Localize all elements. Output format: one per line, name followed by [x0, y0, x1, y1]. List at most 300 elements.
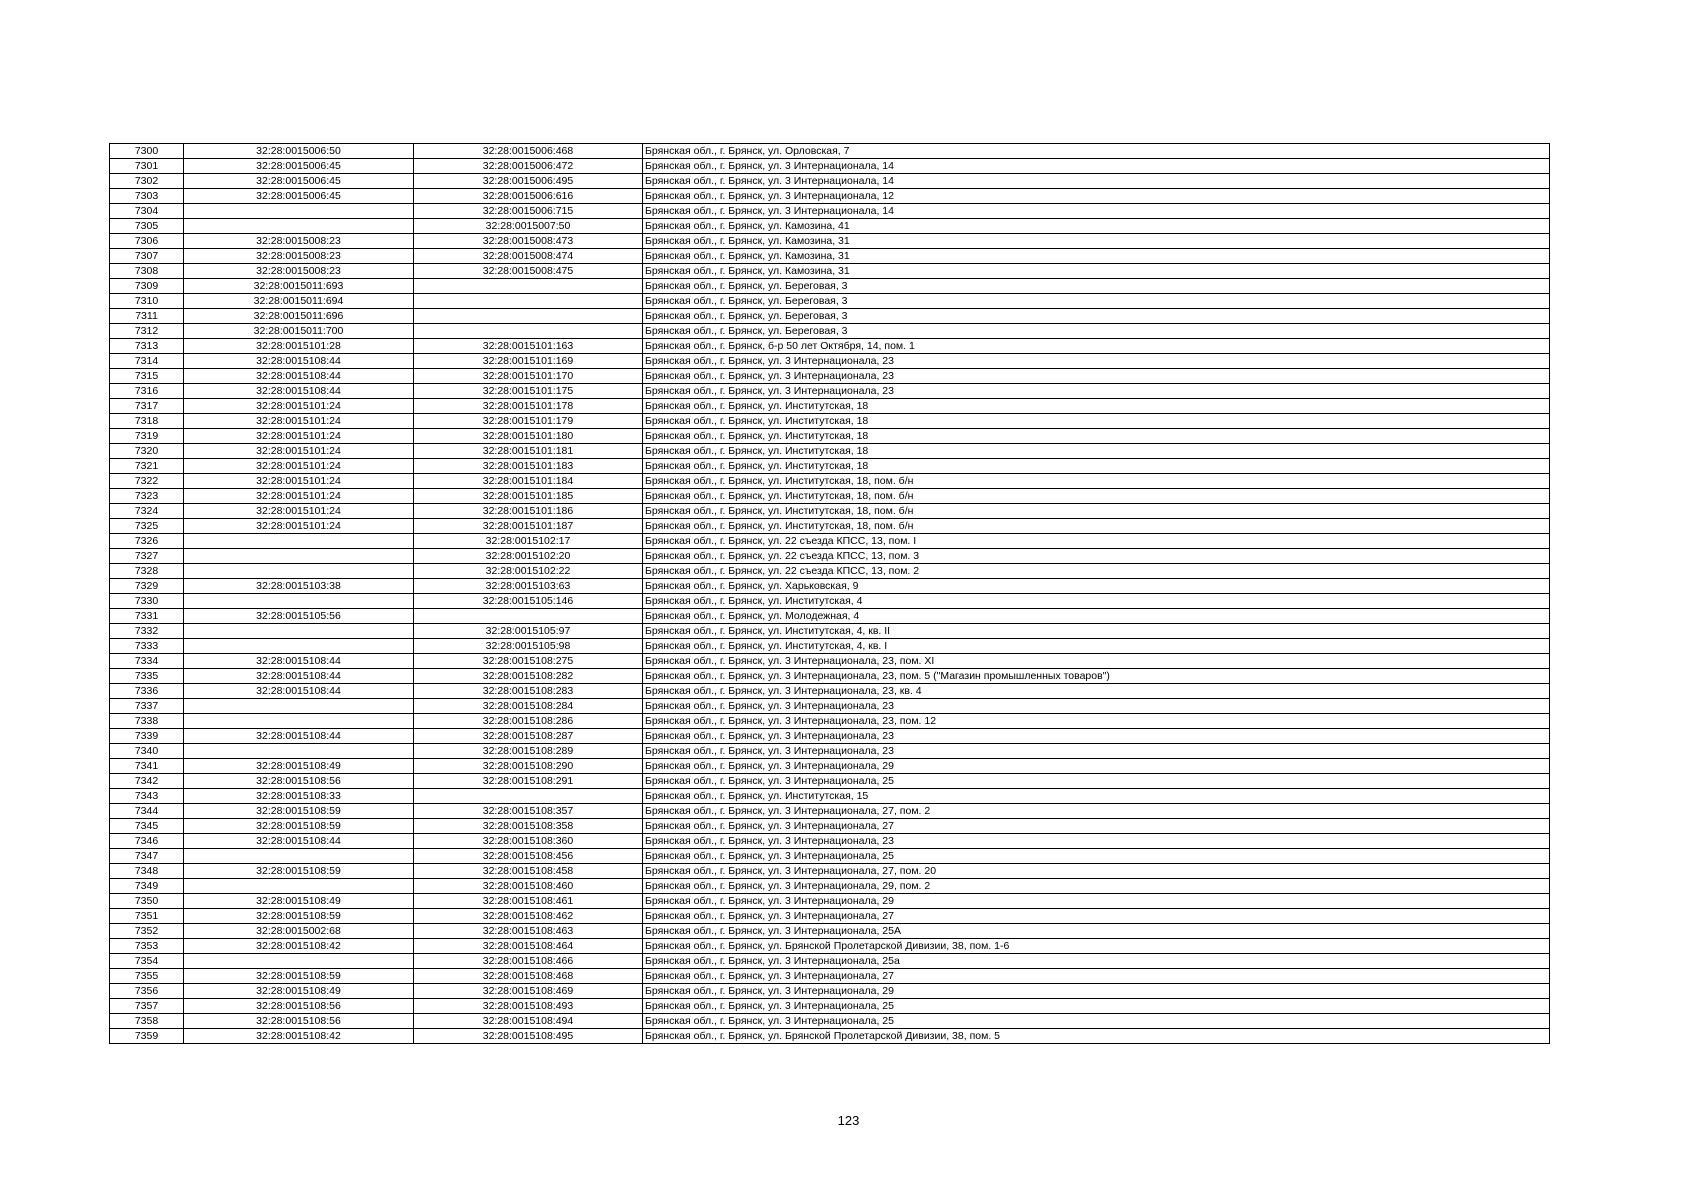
address-cell: Брянская обл., г. Брянск, ул. Камозина, 31	[643, 249, 1550, 264]
row-number-cell: 7334	[110, 654, 184, 669]
parent-cadastral-number-cell: 32:28:0015011:694	[184, 294, 414, 309]
address-cell: Брянская обл., г. Брянск, ул. Институтская, 18, пом. б/н	[643, 474, 1550, 489]
address-cell: Брянская обл., г. Брянск, ул. 3 Интернационала, 25	[643, 1014, 1550, 1029]
parent-cadastral-number-cell: 32:28:0015108:56	[184, 774, 414, 789]
row-number-cell: 7338	[110, 714, 184, 729]
address-cell: Брянская обл., г. Брянск, ул. 3 Интернационала, 14	[643, 204, 1550, 219]
table-row	[110, 519, 1550, 534]
row-number-cell: 7349	[110, 879, 184, 894]
table-row	[110, 834, 1550, 849]
address-cell: Брянская обл., г. Брянск, ул. Институтская, 18, пом. б/н	[643, 519, 1550, 534]
address-cell: Брянская обл., г. Брянск, ул. 3 Интернационала, 29, пом. 2	[643, 879, 1550, 894]
address-cell: Брянская обл., г. Брянск, ул. Береговая, 3	[643, 294, 1550, 309]
cadastral-number-cell: 32:28:0015102:17	[414, 534, 643, 549]
cadastral-number-cell: 32:28:0015108:493	[414, 999, 643, 1014]
row-number-cell: 7339	[110, 729, 184, 744]
cadastral-number-cell: 32:28:0015101:186	[414, 504, 643, 519]
parent-cadastral-number-cell	[184, 714, 414, 729]
cadastral-number-cell: 32:28:0015108:358	[414, 819, 643, 834]
row-number-cell: 7316	[110, 384, 184, 399]
parent-cadastral-number-cell: 32:28:0015101:24	[184, 519, 414, 534]
address-cell: Брянская обл., г. Брянск, ул. Береговая, 3	[643, 324, 1550, 339]
address-cell: Брянская обл., г. Брянск, ул. Институтская, 4	[643, 594, 1550, 609]
row-number-cell: 7359	[110, 1029, 184, 1044]
row-number-cell: 7301	[110, 159, 184, 174]
parent-cadastral-number-cell	[184, 564, 414, 579]
cadastral-number-cell: 32:28:0015108:283	[414, 684, 643, 699]
table-row	[110, 324, 1550, 339]
address-cell: Брянская обл., г. Брянск, ул. 3 Интернационала, 25	[643, 999, 1550, 1014]
parent-cadastral-number-cell: 32:28:0015108:44	[184, 384, 414, 399]
cadastral-number-cell: 32:28:0015108:286	[414, 714, 643, 729]
table-row	[110, 234, 1550, 249]
address-cell: Брянская обл., г. Брянск, ул. Институтская, 4, кв. I	[643, 639, 1550, 654]
address-cell: Брянская обл., г. Брянск, ул. Орловская, 7	[643, 144, 1550, 159]
parent-cadastral-number-cell	[184, 204, 414, 219]
parent-cadastral-number-cell: 32:28:0015108:44	[184, 684, 414, 699]
address-cell: Брянская обл., г. Брянск, ул. 3 Интернационала, 27	[643, 909, 1550, 924]
table-row	[110, 339, 1550, 354]
parent-cadastral-number-cell: 32:28:0015101:24	[184, 504, 414, 519]
cadastral-number-cell: 32:28:0015108:287	[414, 729, 643, 744]
parent-cadastral-number-cell: 32:28:0015006:50	[184, 144, 414, 159]
table-row	[110, 249, 1550, 264]
address-cell: Брянская обл., г. Брянск, ул. 3 Интернационала, 25а	[643, 954, 1550, 969]
table-row	[110, 504, 1550, 519]
parent-cadastral-number-cell: 32:28:0015108:56	[184, 999, 414, 1014]
address-cell: Брянская обл., г. Брянск, ул. 3 Интернационала, 12	[643, 189, 1550, 204]
address-cell: Брянская обл., г. Брянск, ул. 3 Интернационала, 23	[643, 744, 1550, 759]
table-row	[110, 579, 1550, 594]
address-cell: Брянская обл., г. Брянск, ул. Молодежная, 4	[643, 609, 1550, 624]
row-number-cell: 7346	[110, 834, 184, 849]
table-row	[110, 744, 1550, 759]
row-number-cell: 7354	[110, 954, 184, 969]
address-cell: Брянская обл., г. Брянск, ул. 22 съезда КПСС, 13, пом. I	[643, 534, 1550, 549]
cadastral-table	[109, 143, 1550, 1044]
table-row	[110, 474, 1550, 489]
address-cell: Брянская обл., г. Брянск, ул. Брянской Пролетарской Дивизии, 38, пом. 1-6	[643, 939, 1550, 954]
row-number-cell: 7306	[110, 234, 184, 249]
table-row	[110, 444, 1550, 459]
table-row	[110, 534, 1550, 549]
cadastral-number-cell: 32:28:0015108:464	[414, 939, 643, 954]
address-cell: Брянская обл., г. Брянск, ул. Брянской Пролетарской Дивизии, 38, пом. 5	[643, 1029, 1550, 1044]
cadastral-number-cell: 32:28:0015108:463	[414, 924, 643, 939]
parent-cadastral-number-cell	[184, 594, 414, 609]
parent-cadastral-number-cell: 32:28:0015108:49	[184, 759, 414, 774]
parent-cadastral-number-cell: 32:28:0015108:44	[184, 369, 414, 384]
cadastral-number-cell: 32:28:0015006:472	[414, 159, 643, 174]
row-number-cell: 7328	[110, 564, 184, 579]
row-number-cell: 7333	[110, 639, 184, 654]
row-number-cell: 7326	[110, 534, 184, 549]
row-number-cell: 7330	[110, 594, 184, 609]
address-cell: Брянская обл., г. Брянск, ул. Камозина, 41	[643, 219, 1550, 234]
table-row	[110, 189, 1550, 204]
address-cell: Брянская обл., г. Брянск, ул. 3 Интернационала, 25	[643, 849, 1550, 864]
parent-cadastral-number-cell	[184, 879, 414, 894]
table-row	[110, 774, 1550, 789]
row-number-cell: 7308	[110, 264, 184, 279]
address-cell: Брянская обл., г. Брянск, ул. 3 Интернационала, 23	[643, 354, 1550, 369]
parent-cadastral-number-cell: 32:28:0015108:33	[184, 789, 414, 804]
address-cell: Брянская обл., г. Брянск, ул. 3 Интернационала, 23	[643, 834, 1550, 849]
table-row	[110, 294, 1550, 309]
cadastral-number-cell: 32:28:0015108:460	[414, 879, 643, 894]
row-number-cell: 7357	[110, 999, 184, 1014]
row-number-cell: 7336	[110, 684, 184, 699]
row-number-cell: 7343	[110, 789, 184, 804]
row-number-cell: 7325	[110, 519, 184, 534]
cadastral-number-cell: 32:28:0015108:357	[414, 804, 643, 819]
cadastral-number-cell: 32:28:0015105:98	[414, 639, 643, 654]
parent-cadastral-number-cell: 32:28:0015101:24	[184, 399, 414, 414]
address-cell: Брянская обл., г. Брянск, ул. 3 Интернационала, 23, пом. XI	[643, 654, 1550, 669]
table-row	[110, 984, 1550, 999]
parent-cadastral-number-cell: 32:28:0015101:24	[184, 489, 414, 504]
table-row	[110, 849, 1550, 864]
row-number-cell: 7356	[110, 984, 184, 999]
table-row	[110, 549, 1550, 564]
table-row	[110, 669, 1550, 684]
address-cell: Брянская обл., г. Брянск, ул. Институтская, 18	[643, 429, 1550, 444]
parent-cadastral-number-cell: 32:28:0015002:68	[184, 924, 414, 939]
table-row	[110, 729, 1550, 744]
row-number-cell: 7324	[110, 504, 184, 519]
table-row	[110, 594, 1550, 609]
cadastral-number-cell: 32:28:0015105:97	[414, 624, 643, 639]
table-row	[110, 144, 1550, 159]
parent-cadastral-number-cell: 32:28:0015108:49	[184, 984, 414, 999]
row-number-cell: 7355	[110, 969, 184, 984]
table-row	[110, 459, 1550, 474]
table-row	[110, 219, 1550, 234]
cadastral-number-cell	[414, 609, 643, 624]
address-cell: Брянская обл., г. Брянск, ул. Институтская, 15	[643, 789, 1550, 804]
parent-cadastral-number-cell: 32:28:0015008:23	[184, 249, 414, 264]
cadastral-number-cell: 32:28:0015101:163	[414, 339, 643, 354]
cadastral-number-cell	[414, 789, 643, 804]
parent-cadastral-number-cell: 32:28:0015008:23	[184, 264, 414, 279]
cadastral-number-cell: 32:28:0015105:146	[414, 594, 643, 609]
parent-cadastral-number-cell: 32:28:0015108:44	[184, 354, 414, 369]
parent-cadastral-number-cell: 32:28:0015108:59	[184, 969, 414, 984]
address-cell: Брянская обл., г. Брянск, ул. 22 съезда КПСС, 13, пом. 2	[643, 564, 1550, 579]
row-number-cell: 7315	[110, 369, 184, 384]
parent-cadastral-number-cell: 32:28:0015101:24	[184, 459, 414, 474]
cadastral-number-cell: 32:28:0015108:291	[414, 774, 643, 789]
row-number-cell: 7307	[110, 249, 184, 264]
address-cell: Брянская обл., г. Брянск, ул. Камозина, 31	[643, 264, 1550, 279]
address-cell: Брянская обл., г. Брянск, ул. Камозина, 31	[643, 234, 1550, 249]
table-row	[110, 714, 1550, 729]
parent-cadastral-number-cell: 32:28:0015108:44	[184, 834, 414, 849]
row-number-cell: 7341	[110, 759, 184, 774]
parent-cadastral-number-cell: 32:28:0015103:38	[184, 579, 414, 594]
table-row	[110, 159, 1550, 174]
address-cell: Брянская обл., г. Брянск, ул. 3 Интернационала, 14	[643, 174, 1550, 189]
cadastral-number-cell: 32:28:0015108:290	[414, 759, 643, 774]
parent-cadastral-number-cell: 32:28:0015006:45	[184, 189, 414, 204]
row-number-cell: 7351	[110, 909, 184, 924]
parent-cadastral-number-cell	[184, 744, 414, 759]
cadastral-number-cell: 32:28:0015108:282	[414, 669, 643, 684]
address-cell: Брянская обл., г. Брянск, ул. 3 Интернационала, 27	[643, 969, 1550, 984]
table-row	[110, 879, 1550, 894]
cadastral-number-cell: 32:28:0015101:187	[414, 519, 643, 534]
parent-cadastral-number-cell	[184, 849, 414, 864]
table-row	[110, 654, 1550, 669]
cadastral-number-cell: 32:28:0015102:20	[414, 549, 643, 564]
parent-cadastral-number-cell	[184, 699, 414, 714]
address-cell: Брянская обл., г. Брянск, ул. 3 Интернационала, 27, пом. 20	[643, 864, 1550, 879]
parent-cadastral-number-cell: 32:28:0015108:59	[184, 909, 414, 924]
table-row	[110, 489, 1550, 504]
table-row	[110, 174, 1550, 189]
cadastral-number-cell: 32:28:0015108:468	[414, 969, 643, 984]
cadastral-number-cell: 32:28:0015101:183	[414, 459, 643, 474]
cadastral-number-cell: 32:28:0015108:458	[414, 864, 643, 879]
table-row	[110, 699, 1550, 714]
table-row	[110, 1029, 1550, 1044]
row-number-cell: 7320	[110, 444, 184, 459]
address-cell: Брянская обл., г. Брянск, ул. Харьковская, 9	[643, 579, 1550, 594]
table-row	[110, 684, 1550, 699]
cadastral-number-cell	[414, 324, 643, 339]
cadastral-number-cell: 32:28:0015108:456	[414, 849, 643, 864]
row-number-cell: 7329	[110, 579, 184, 594]
address-cell: Брянская обл., г. Брянск, б-р 50 лет Октября, 14, пом. 1	[643, 339, 1550, 354]
parent-cadastral-number-cell: 32:28:0015108:49	[184, 894, 414, 909]
row-number-cell: 7313	[110, 339, 184, 354]
parent-cadastral-number-cell: 32:28:0015011:693	[184, 279, 414, 294]
address-cell: Брянская обл., г. Брянск, ул. 3 Интернационала, 23	[643, 729, 1550, 744]
cadastral-number-cell: 32:28:0015006:616	[414, 189, 643, 204]
row-number-cell: 7352	[110, 924, 184, 939]
table-row	[110, 369, 1550, 384]
row-number-cell: 7340	[110, 744, 184, 759]
cadastral-number-cell: 32:28:0015101:170	[414, 369, 643, 384]
cadastral-number-cell: 32:28:0015101:169	[414, 354, 643, 369]
address-cell: Брянская обл., г. Брянск, ул. 3 Интернационала, 23	[643, 699, 1550, 714]
parent-cadastral-number-cell: 32:28:0015101:28	[184, 339, 414, 354]
address-cell: Брянская обл., г. Брянск, ул. 3 Интернационала, 25	[643, 774, 1550, 789]
table-row	[110, 309, 1550, 324]
parent-cadastral-number-cell	[184, 624, 414, 639]
table-row	[110, 399, 1550, 414]
address-cell: Брянская обл., г. Брянск, ул. 3 Интернационала, 23	[643, 384, 1550, 399]
cadastral-number-cell: 32:28:0015108:289	[414, 744, 643, 759]
row-number-cell: 7327	[110, 549, 184, 564]
cadastral-number-cell: 32:28:0015006:468	[414, 144, 643, 159]
table-row	[110, 624, 1550, 639]
table-row	[110, 1014, 1550, 1029]
parent-cadastral-number-cell	[184, 534, 414, 549]
cadastral-number-cell: 32:28:0015006:495	[414, 174, 643, 189]
row-number-cell: 7358	[110, 1014, 184, 1029]
cadastral-number-cell: 32:28:0015108:461	[414, 894, 643, 909]
row-number-cell: 7331	[110, 609, 184, 624]
cadastral-number-cell: 32:28:0015008:473	[414, 234, 643, 249]
table-row	[110, 354, 1550, 369]
cadastral-number-cell: 32:28:0015008:474	[414, 249, 643, 264]
address-cell: Брянская обл., г. Брянск, ул. 3 Интернационала, 25А	[643, 924, 1550, 939]
parent-cadastral-number-cell: 32:28:0015101:24	[184, 414, 414, 429]
row-number-cell: 7314	[110, 354, 184, 369]
parent-cadastral-number-cell	[184, 549, 414, 564]
cadastral-number-cell: 32:28:0015007:50	[414, 219, 643, 234]
row-number-cell: 7312	[110, 324, 184, 339]
parent-cadastral-number-cell: 32:28:0015108:44	[184, 669, 414, 684]
row-number-cell: 7318	[110, 414, 184, 429]
table-row	[110, 789, 1550, 804]
row-number-cell: 7335	[110, 669, 184, 684]
cadastral-number-cell: 32:28:0015101:185	[414, 489, 643, 504]
cadastral-number-cell: 32:28:0015101:178	[414, 399, 643, 414]
cadastral-number-cell: 32:28:0015108:469	[414, 984, 643, 999]
table-row	[110, 999, 1550, 1014]
parent-cadastral-number-cell: 32:28:0015108:42	[184, 1029, 414, 1044]
parent-cadastral-number-cell: 32:28:0015108:56	[184, 1014, 414, 1029]
cadastral-number-cell: 32:28:0015108:466	[414, 954, 643, 969]
address-cell: Брянская обл., г. Брянск, ул. Институтская, 18	[643, 414, 1550, 429]
row-number-cell: 7347	[110, 849, 184, 864]
cadastral-number-cell: 32:28:0015108:494	[414, 1014, 643, 1029]
parent-cadastral-number-cell: 32:28:0015101:24	[184, 474, 414, 489]
row-number-cell: 7311	[110, 309, 184, 324]
address-cell: Брянская обл., г. Брянск, ул. Институтская, 18	[643, 459, 1550, 474]
row-number-cell: 7319	[110, 429, 184, 444]
row-number-cell: 7322	[110, 474, 184, 489]
table-row	[110, 414, 1550, 429]
table-row	[110, 939, 1550, 954]
table-row	[110, 384, 1550, 399]
address-cell: Брянская обл., г. Брянск, ул. 3 Интернационала, 23, пом. 12	[643, 714, 1550, 729]
address-cell: Брянская обл., г. Брянск, ул. 3 Интернационала, 29	[643, 759, 1550, 774]
parent-cadastral-number-cell	[184, 219, 414, 234]
address-cell: Брянская обл., г. Брянск, ул. 22 съезда КПСС, 13, пом. 3	[643, 549, 1550, 564]
cadastral-number-cell: 32:28:0015101:175	[414, 384, 643, 399]
table-row	[110, 279, 1550, 294]
address-cell: Брянская обл., г. Брянск, ул. 3 Интернационала, 23, кв. 4	[643, 684, 1550, 699]
table-row	[110, 639, 1550, 654]
cadastral-number-cell: 32:28:0015108:275	[414, 654, 643, 669]
table-row	[110, 804, 1550, 819]
table-row	[110, 204, 1550, 219]
row-number-cell: 7337	[110, 699, 184, 714]
row-number-cell: 7310	[110, 294, 184, 309]
page-number: 123	[837, 1113, 860, 1128]
parent-cadastral-number-cell: 32:28:0015108:59	[184, 804, 414, 819]
parent-cadastral-number-cell: 32:28:0015011:700	[184, 324, 414, 339]
table-row	[110, 759, 1550, 774]
table-row	[110, 864, 1550, 879]
row-number-cell: 7309	[110, 279, 184, 294]
parent-cadastral-number-cell: 32:28:0015006:45	[184, 159, 414, 174]
row-number-cell: 7304	[110, 204, 184, 219]
table-row	[110, 819, 1550, 834]
table-row	[110, 264, 1550, 279]
cadastral-number-cell: 32:28:0015101:181	[414, 444, 643, 459]
address-cell: Брянская обл., г. Брянск, ул. Институтская, 18	[643, 399, 1550, 414]
address-cell: Брянская обл., г. Брянск, ул. Институтская, 18	[643, 444, 1550, 459]
cadastral-number-cell: 32:28:0015108:495	[414, 1029, 643, 1044]
row-number-cell: 7317	[110, 399, 184, 414]
address-cell: Брянская обл., г. Брянск, ул. Институтская, 18, пом. б/н	[643, 489, 1550, 504]
cadastral-number-cell: 32:28:0015102:22	[414, 564, 643, 579]
address-cell: Брянская обл., г. Брянск, ул. 3 Интернационала, 29	[643, 984, 1550, 999]
address-cell: Брянская обл., г. Брянск, ул. 3 Интернационала, 23, пом. 5 ("Магазин промышленных товаров")	[643, 669, 1550, 684]
cadastral-number-cell: 32:28:0015006:715	[414, 204, 643, 219]
address-cell: Брянская обл., г. Брянск, ул. 3 Интернационала, 29	[643, 894, 1550, 909]
parent-cadastral-number-cell: 32:28:0015108:44	[184, 729, 414, 744]
row-number-cell: 7303	[110, 189, 184, 204]
address-cell: Брянская обл., г. Брянск, ул. 3 Интернационала, 14	[643, 159, 1550, 174]
cadastral-number-cell: 32:28:0015008:475	[414, 264, 643, 279]
cadastral-number-cell: 32:28:0015103:63	[414, 579, 643, 594]
row-number-cell: 7345	[110, 819, 184, 834]
address-cell: Брянская обл., г. Брянск, ул. Береговая, 3	[643, 279, 1550, 294]
address-cell: Брянская обл., г. Брянск, ул. Институтская, 4, кв. II	[643, 624, 1550, 639]
row-number-cell: 7348	[110, 864, 184, 879]
parent-cadastral-number-cell: 32:28:0015101:24	[184, 429, 414, 444]
row-number-cell: 7353	[110, 939, 184, 954]
cadastral-number-cell: 32:28:0015101:184	[414, 474, 643, 489]
parent-cadastral-number-cell: 32:28:0015011:696	[184, 309, 414, 324]
table-row	[110, 894, 1550, 909]
cadastral-number-cell: 32:28:0015108:462	[414, 909, 643, 924]
cadastral-number-cell: 32:28:0015101:180	[414, 429, 643, 444]
parent-cadastral-number-cell: 32:28:0015108:42	[184, 939, 414, 954]
address-cell: Брянская обл., г. Брянск, ул. Институтская, 18, пом. б/н	[643, 504, 1550, 519]
row-number-cell: 7344	[110, 804, 184, 819]
parent-cadastral-number-cell: 32:28:0015108:59	[184, 819, 414, 834]
row-number-cell: 7323	[110, 489, 184, 504]
cadastral-number-cell	[414, 294, 643, 309]
table-row	[110, 429, 1550, 444]
address-cell: Брянская обл., г. Брянск, ул. 3 Интернационала, 23	[643, 369, 1550, 384]
parent-cadastral-number-cell: 32:28:0015108:59	[184, 864, 414, 879]
cadastral-number-cell: 32:28:0015108:360	[414, 834, 643, 849]
table-row	[110, 969, 1550, 984]
row-number-cell: 7300	[110, 144, 184, 159]
address-cell: Брянская обл., г. Брянск, ул. 3 Интернационала, 27	[643, 819, 1550, 834]
parent-cadastral-number-cell	[184, 954, 414, 969]
address-cell: Брянская обл., г. Брянск, ул. 3 Интернационала, 27, пом. 2	[643, 804, 1550, 819]
row-number-cell: 7342	[110, 774, 184, 789]
table-row	[110, 909, 1550, 924]
parent-cadastral-number-cell: 32:28:0015006:45	[184, 174, 414, 189]
parent-cadastral-number-cell: 32:28:0015108:44	[184, 654, 414, 669]
address-cell: Брянская обл., г. Брянск, ул. Береговая, 3	[643, 309, 1550, 324]
cadastral-number-cell	[414, 309, 643, 324]
table-row	[110, 954, 1550, 969]
cadastral-number-cell: 32:28:0015108:284	[414, 699, 643, 714]
cadastral-table-body	[110, 144, 1550, 1044]
row-number-cell: 7350	[110, 894, 184, 909]
row-number-cell: 7321	[110, 459, 184, 474]
cadastral-number-cell: 32:28:0015101:179	[414, 414, 643, 429]
table-row	[110, 564, 1550, 579]
row-number-cell: 7305	[110, 219, 184, 234]
table-row	[110, 924, 1550, 939]
parent-cadastral-number-cell	[184, 639, 414, 654]
parent-cadastral-number-cell: 32:28:0015105:56	[184, 609, 414, 624]
row-number-cell: 7302	[110, 174, 184, 189]
table-row	[110, 609, 1550, 624]
parent-cadastral-number-cell: 32:28:0015008:23	[184, 234, 414, 249]
